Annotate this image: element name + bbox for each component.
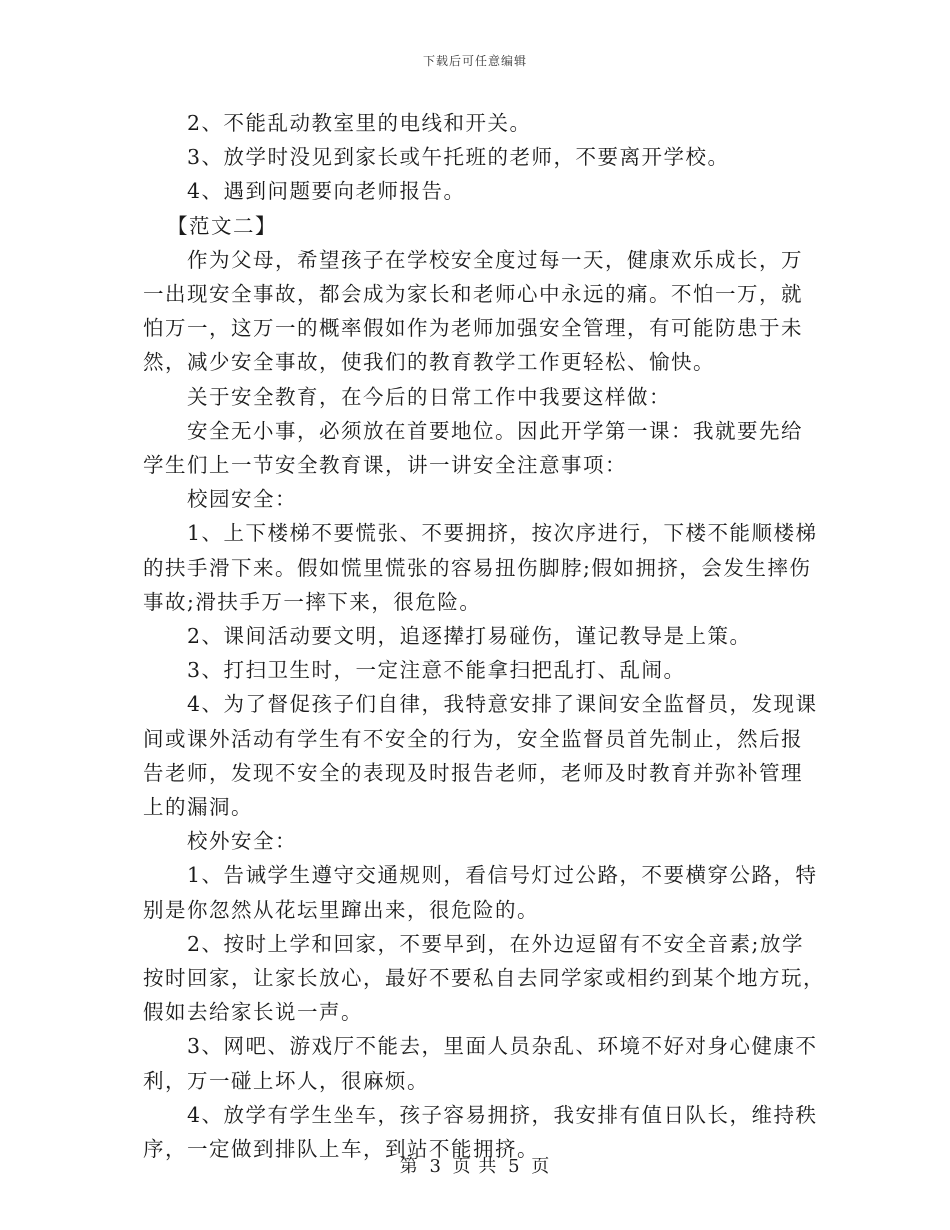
paragraph-line: 关于安全教育，在今后的日常工作中我要这样做： bbox=[187, 384, 671, 409]
paragraph bbox=[143, 653, 808, 687]
paragraph bbox=[143, 858, 818, 926]
paragraph-line: 间或课外活动有学生有不安全的行为，安全监督员首先制止，然后报 bbox=[143, 726, 803, 751]
paragraph-line: 安全无小事，必须放在首要地位。因此开学第一课：我就要先给 bbox=[187, 418, 803, 443]
document-body bbox=[143, 106, 825, 1166]
paragraph bbox=[143, 619, 808, 653]
paragraph-line: 4、放学有学生坐车，孩子容易拥挤，我安排有值日队长，维持秩 bbox=[187, 1102, 818, 1127]
paragraph bbox=[143, 140, 808, 174]
paragraph-line: 1、告诫学生遵守交通规则，看信号灯过公路，不要横穿公路，特 bbox=[187, 863, 818, 888]
paragraph bbox=[143, 174, 808, 208]
paragraph-line: 利，万一碰上坏人，很麻烦。 bbox=[143, 1068, 429, 1093]
paragraph bbox=[143, 687, 818, 824]
paragraph-line: 【范文二】 bbox=[167, 213, 277, 238]
paragraph-line: 3、网吧、游戏厅不能去，里面人员杂乱、环境不好对身心健康不 bbox=[187, 1034, 818, 1059]
paragraph bbox=[143, 414, 808, 482]
paragraph-line: 2、不能乱动教室里的电线和开关。 bbox=[187, 111, 532, 135]
page-footer bbox=[0, 1152, 950, 1178]
paragraph-line: 事故;滑扶手万一摔下来，很危险。 bbox=[143, 589, 482, 614]
paragraph bbox=[143, 380, 808, 414]
paragraph-line: 校外安全： bbox=[187, 829, 297, 854]
paragraph-line: 别是你忽然从花坛里蹿出来，很危险的。 bbox=[143, 897, 539, 922]
paragraph-line: 按时回家，让家长放心，最好不要私自去同学家或相约到某个地方玩， bbox=[143, 966, 825, 991]
paragraph-line: 序，一定做到排队上车，到站不能拥挤。 bbox=[143, 1137, 539, 1162]
page-header-note: 下载后可任意编辑 bbox=[422, 54, 527, 68]
paragraph-line: 假如去给家长说一声。 bbox=[143, 1000, 363, 1025]
footer-total-pages: 5 bbox=[508, 1156, 521, 1177]
paragraph-line: 学生们上一节安全教育课，讲一讲安全注意事项： bbox=[143, 453, 627, 478]
paragraph bbox=[143, 209, 808, 243]
paragraph-line: 作为父母，希望孩子在学校安全度过每一天，健康欢乐成长，万 bbox=[187, 247, 803, 272]
paragraph-line: 怕万一，这万一的概率假如作为老师加强安全管理，有可能防患于未 bbox=[143, 316, 803, 341]
footer-mid: 页 共 bbox=[452, 1156, 498, 1177]
paragraph bbox=[143, 106, 808, 140]
paragraph-line: 然，减少安全事故，使我们的教育教学工作更轻松、愉快。 bbox=[143, 350, 715, 375]
paragraph-line: 3、打扫卫生时，一定注意不能拿扫把乱打、乱闹。 bbox=[187, 658, 686, 683]
paragraph-line: 的扶手滑下来。假如慌里慌张的容易扭伤脚脖;假如拥挤，会发生摔伤 bbox=[143, 555, 812, 580]
paragraph-line: 一出现安全事故，都会成为家长和老师心中永远的痛。不怕一万，就 bbox=[143, 282, 803, 307]
paragraph-line: 上的漏洞。 bbox=[143, 795, 253, 820]
paragraph-line: 4、为了督促孩子们自律，我特意安排了课间安全监督员，发现课 bbox=[187, 692, 818, 717]
paragraph-line: 4、遇到问题要向老师报告。 bbox=[187, 179, 466, 204]
footer-suffix: 页 bbox=[531, 1156, 551, 1177]
paragraph-line: 校园安全： bbox=[187, 487, 297, 512]
paragraph-line: 告老师，发现不安全的表现及时报告老师，老师及时教育并弥补管理 bbox=[143, 760, 803, 785]
paragraph bbox=[143, 824, 808, 858]
paragraph bbox=[143, 1029, 818, 1097]
paragraph bbox=[143, 243, 808, 380]
paragraph-line: 3、放学时没见到家长或午托班的老师，不要离开学校。 bbox=[187, 145, 730, 170]
paragraph bbox=[143, 482, 808, 516]
paragraph bbox=[143, 927, 825, 1030]
footer-prefix: 第 bbox=[399, 1156, 419, 1177]
footer-page-number: 3 bbox=[429, 1156, 442, 1177]
paragraph-line: 2、课间活动要文明，追逐撵打易碰伤，谨记教导是上策。 bbox=[187, 624, 752, 649]
paragraph-line: 1、上下楼梯不要慌张、不要拥挤，按次序进行，下楼不能顺楼梯 bbox=[187, 521, 818, 546]
paragraph-line: 2、按时上学和回家，不要早到，在外边逗留有不安全音素;放学 bbox=[187, 931, 804, 956]
paragraph bbox=[143, 516, 818, 619]
